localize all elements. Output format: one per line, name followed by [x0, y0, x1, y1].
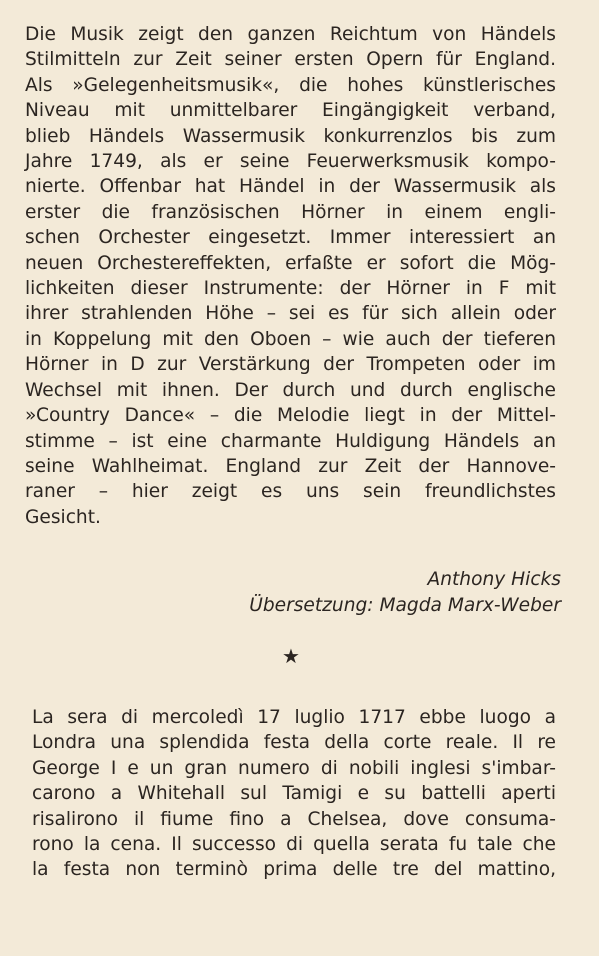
text-line: risalirono il fiume fino a Chelsea, dove consuma-	[32, 808, 556, 830]
text-line: Niveau mit unmittelbarer Eingängigkeit verband,	[25, 100, 556, 122]
text-line: La sera di mercoledì 17 luglio 1717 ebbe luogo a	[32, 707, 556, 728]
text-line: seine Wahlheimat. England zur Zeit der Hannove-	[25, 455, 556, 477]
text-line: Jahre 1749, als er seine Feuerwerksmusik kompo-	[25, 151, 556, 173]
text-line: ihrer strahlenden Höhe – sei es für sich allein oder	[25, 303, 556, 325]
text-line: Gesicht.	[25, 506, 101, 528]
text-line: carono a Whitehall sul Tamigi e su battelli aperti	[32, 783, 556, 805]
italian-paragraph	[32, 705, 556, 883]
text-line: Londra una splendida festa della corte reale. Il re	[32, 732, 556, 754]
text-line: blieb Händels Wassermusik konkurrenzlos bis zum	[25, 125, 556, 147]
text-line: rono la cena. Il successo di quella serata fu tale che	[32, 834, 556, 856]
star-separator-icon: ★	[282, 644, 300, 668]
text-line: erster die französischen Hörner in einem engli-	[25, 201, 556, 223]
text-line: »Country Dance« – die Melodie liegt in der Mittel-	[25, 405, 556, 427]
text-line: Stilmitteln zur Zeit seiner ersten Opern für England.	[25, 49, 556, 71]
german-paragraph	[25, 22, 556, 530]
text-line: stimme – ist eine charmante Huldigung Händels an	[25, 430, 556, 452]
text-line: Hörner in D zur Verstärkung der Trompeten oder im	[25, 354, 556, 376]
text-line: Wechsel mit ihnen. Der durch und durch englische	[25, 379, 556, 401]
text-line: neuen Orchestereffekten, erfaßte er sofort die Mög-	[25, 252, 556, 274]
text-line: George I e un gran numero di nobili inglesi s'imbar-	[32, 757, 556, 779]
text-line: nierte. Offenbar hat Händel in der Wassermusik als	[25, 176, 556, 198]
text-line: la festa non terminò prima delle tre del mattino,	[32, 859, 556, 881]
text-line: schen Orchester eingesetzt. Immer interessiert an	[25, 227, 556, 249]
text-line: Die Musik zeigt den ganzen Reichtum von Händels	[25, 24, 556, 45]
text-line: lichkeiten dieser Instrumente: der Hörner in F mit	[25, 278, 556, 300]
text-line: raner – hier zeigt es uns sein freundlichstes	[25, 481, 556, 503]
text-line: in Koppelung mit den Oboen – wie auch der tieferen	[25, 328, 556, 350]
translator-credit: Übersetzung: Magda Marx-Weber	[249, 595, 561, 616]
author-credit: Anthony Hicks	[427, 569, 561, 590]
text-line: Als »Gelegenheitsmusik«, die hohes künstlerisches	[25, 74, 556, 96]
